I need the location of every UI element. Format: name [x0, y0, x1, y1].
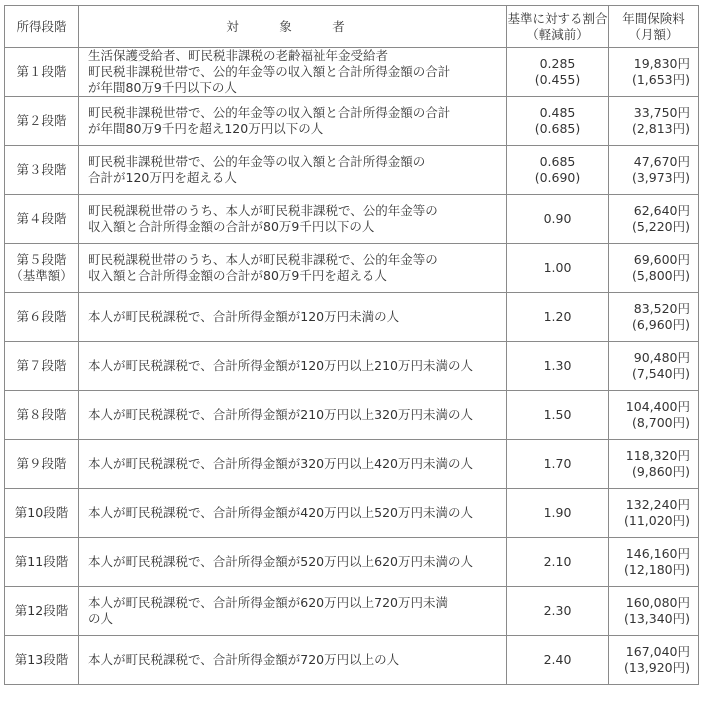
ratio-cell — [507, 489, 609, 538]
table-row — [5, 587, 699, 636]
premium-cell-line: (12,180円) — [624, 562, 690, 577]
premium-cell-line: (1,653円) — [631, 72, 690, 87]
premium-cell-line: (7,540円) — [631, 366, 690, 381]
stage-cell — [5, 97, 79, 146]
premium-cell-line: 69,600円 — [633, 252, 690, 267]
premium-cell — [609, 342, 699, 391]
stage-cell-line: （基準額） — [10, 268, 73, 283]
target-cell-line: が年間80万9千円以下の人 — [88, 80, 237, 95]
stage-cell — [5, 489, 79, 538]
header-target — [79, 6, 507, 48]
target-cell-line: 収入額と合計所得金額の合計が80万9千円を超える人 — [88, 268, 387, 283]
target-cell — [79, 48, 507, 97]
target-cell — [79, 587, 507, 636]
stage-cell — [5, 293, 79, 342]
table-body — [5, 48, 699, 685]
stage-cell — [5, 440, 79, 489]
ratio-cell-line: (0.690) — [534, 170, 581, 185]
target-cell — [79, 636, 507, 685]
premium-cell-line: (13,920円) — [624, 660, 690, 675]
ratio-cell — [507, 97, 609, 146]
premium-cell-line: 104,400円 — [625, 399, 690, 414]
header-premium — [609, 6, 699, 48]
premium-cell-line: 160,080円 — [625, 595, 690, 610]
ratio-cell-line: 1.30 — [543, 358, 572, 373]
premium-cell — [609, 97, 699, 146]
target-cell-line: 合計が120万円を超える人 — [88, 170, 237, 185]
premium-cell-line: (8,700円) — [631, 415, 690, 430]
target-cell — [79, 244, 507, 293]
target-cell-line: の人 — [88, 611, 114, 626]
premium-cell-line: 83,520円 — [633, 301, 690, 316]
target-cell-line: 本人が町民税課税で、合計所得金額が520万円以上620万円未満の人 — [88, 554, 473, 569]
stage-cell — [5, 48, 79, 97]
stage-cell-line: 第９段階 — [16, 456, 67, 471]
target-cell-line: 本人が町民税課税で、合計所得金額が720万円以上の人 — [88, 652, 400, 667]
ratio-cell-line: 2.30 — [543, 603, 572, 618]
stage-cell — [5, 538, 79, 587]
header-ratio-line2: （軽減前） — [526, 26, 589, 42]
stage-cell — [5, 244, 79, 293]
header-target-text: 対 象 者 — [226, 18, 359, 34]
premium-cell-line: 62,640円 — [633, 203, 690, 218]
target-cell-line: 町民税非課税世帯で、公的年金等の収入額と合計所得金額の合計 — [88, 105, 451, 120]
stage-cell-line: 第13段階 — [14, 652, 69, 667]
stage-cell — [5, 587, 79, 636]
ratio-cell-line: 1.20 — [543, 309, 572, 324]
ratio-cell — [507, 195, 609, 244]
ratio-cell-line: 0.485 — [539, 105, 576, 120]
stage-cell-line: 第１段階 — [16, 64, 67, 79]
stage-cell-line: 第12段階 — [14, 603, 69, 618]
target-cell-line: 本人が町民税課税で、合計所得金額が420万円以上520万円未満の人 — [88, 505, 473, 520]
stage-cell-line: 第４段階 — [16, 211, 67, 226]
premium-cell — [609, 195, 699, 244]
ratio-cell-line: 0.285 — [539, 56, 576, 71]
target-cell — [79, 195, 507, 244]
ratio-cell-line: 1.70 — [543, 456, 572, 471]
premium-cell — [609, 440, 699, 489]
target-cell-line: 町民税課税世帯のうち、本人が町民税非課税で、公的年金等の — [88, 203, 438, 218]
ratio-cell-line: 0.90 — [543, 211, 572, 226]
table-row — [5, 538, 699, 587]
table-row — [5, 342, 699, 391]
ratio-cell — [507, 48, 609, 97]
stage-cell — [5, 636, 79, 685]
stage-cell-line: 第８段階 — [16, 407, 67, 422]
premium-cell — [609, 636, 699, 685]
table-row — [5, 244, 699, 293]
header-premium-line1: 年間保険料 — [622, 10, 685, 26]
table-row — [5, 391, 699, 440]
target-cell-line: 収入額と合計所得金額の合計が80万9千円以下の人 — [88, 219, 375, 234]
premium-cell-line: 90,480円 — [633, 350, 690, 365]
target-cell — [79, 342, 507, 391]
stage-cell-line: 第３段階 — [16, 162, 67, 177]
premium-cell — [609, 48, 699, 97]
premium-cell — [609, 244, 699, 293]
ratio-cell-line: 1.90 — [543, 505, 572, 520]
table-row — [5, 146, 699, 195]
ratio-cell — [507, 146, 609, 195]
header-ratio-line1: 基準に対する割合 — [507, 10, 608, 26]
target-cell-line: が年間80万9千円を超え120万円以下の人 — [88, 121, 324, 136]
table-row — [5, 636, 699, 685]
table-row — [5, 440, 699, 489]
ratio-cell-line: 1.50 — [543, 407, 572, 422]
premium-cell-line: (5,800円) — [631, 268, 690, 283]
ratio-cell-line: 1.00 — [543, 260, 572, 275]
target-cell — [79, 440, 507, 489]
ratio-cell — [507, 244, 609, 293]
stage-cell-line: 第２段階 — [16, 113, 67, 128]
ratio-cell — [507, 440, 609, 489]
premium-cell-line: (6,960円) — [631, 317, 690, 332]
premium-cell-line: 19,830円 — [633, 56, 690, 71]
target-cell-line: 町民税非課税世帯で、公的年金等の収入額と合計所得金額の合計 — [88, 64, 451, 79]
premium-cell — [609, 146, 699, 195]
target-cell — [79, 489, 507, 538]
premium-cell-line: 146,160円 — [625, 546, 690, 561]
stage-cell — [5, 391, 79, 440]
premium-cell-line: 33,750円 — [633, 105, 690, 120]
target-cell — [79, 97, 507, 146]
target-cell-line: 本人が町民税課税で、合計所得金額が210万円以上320万円未満の人 — [88, 407, 473, 422]
premium-cell — [609, 489, 699, 538]
stage-cell-line: 第７段階 — [16, 358, 67, 373]
stage-cell-line: 第11段階 — [14, 554, 69, 569]
table-header-row — [5, 6, 699, 48]
table-row — [5, 293, 699, 342]
header-premium-line2: （月額） — [628, 26, 679, 42]
premium-cell — [609, 538, 699, 587]
ratio-cell-line: 2.40 — [543, 652, 572, 667]
target-cell-line: 生活保護受給者、町民税非課税の老齢福祉年金受給者 — [88, 48, 389, 63]
premium-cell-line: 132,240円 — [625, 497, 690, 512]
premium-cell-line: (5,220円) — [631, 219, 690, 234]
premium-cell-line: 118,320円 — [625, 448, 690, 463]
table-row — [5, 97, 699, 146]
ratio-cell-line: 0.685 — [539, 154, 576, 169]
ratio-cell — [507, 342, 609, 391]
premium-cell-line: (2,813円) — [631, 121, 690, 136]
target-cell — [79, 538, 507, 587]
target-cell-line: 本人が町民税課税で、合計所得金額が120万円未満の人 — [88, 309, 400, 324]
target-cell-line: 本人が町民税課税で、合計所得金額が120万円以上210万円未満の人 — [88, 358, 473, 373]
ratio-cell — [507, 538, 609, 587]
premium-cell — [609, 587, 699, 636]
ratio-cell-line: (0.685) — [534, 121, 581, 136]
premium-cell-line: (9,860円) — [631, 464, 690, 479]
header-stage-text: 所得段階 — [16, 18, 67, 34]
stage-cell-line: 第６段階 — [16, 309, 67, 324]
target-cell-line: 町民税課税世帯のうち、本人が町民税非課税で、公的年金等の — [88, 252, 438, 267]
ratio-cell-line: (0.455) — [534, 72, 581, 87]
stage-cell-line: 第10段階 — [14, 505, 69, 520]
premium-table — [4, 5, 699, 685]
premium-cell — [609, 293, 699, 342]
stage-cell — [5, 195, 79, 244]
ratio-cell — [507, 587, 609, 636]
target-cell — [79, 146, 507, 195]
premium-cell-line: (11,020円) — [624, 513, 690, 528]
premium-cell-line: (13,340円) — [624, 611, 690, 626]
stage-cell — [5, 146, 79, 195]
ratio-cell-line: 2.10 — [543, 554, 572, 569]
target-cell-line: 町民税非課税世帯で、公的年金等の収入額と合計所得金額の — [88, 154, 426, 169]
table-row — [5, 489, 699, 538]
stage-cell-line: 第５段階 — [16, 252, 67, 267]
premium-cell — [609, 391, 699, 440]
header-stage — [5, 6, 79, 48]
ratio-cell — [507, 636, 609, 685]
premium-cell-line: (3,973円) — [631, 170, 690, 185]
premium-cell-line: 167,040円 — [625, 644, 690, 659]
table-row — [5, 195, 699, 244]
ratio-cell — [507, 391, 609, 440]
target-cell-line: 本人が町民税課税で、合計所得金額が320万円以上420万円未満の人 — [88, 456, 473, 471]
target-cell-line: 本人が町民税課税で、合計所得金額が620万円以上720万円未満 — [88, 595, 448, 610]
ratio-cell — [507, 293, 609, 342]
header-ratio — [507, 6, 609, 48]
target-cell — [79, 391, 507, 440]
target-cell — [79, 293, 507, 342]
table-row — [5, 48, 699, 97]
premium-cell-line: 47,670円 — [633, 154, 690, 169]
stage-cell — [5, 342, 79, 391]
